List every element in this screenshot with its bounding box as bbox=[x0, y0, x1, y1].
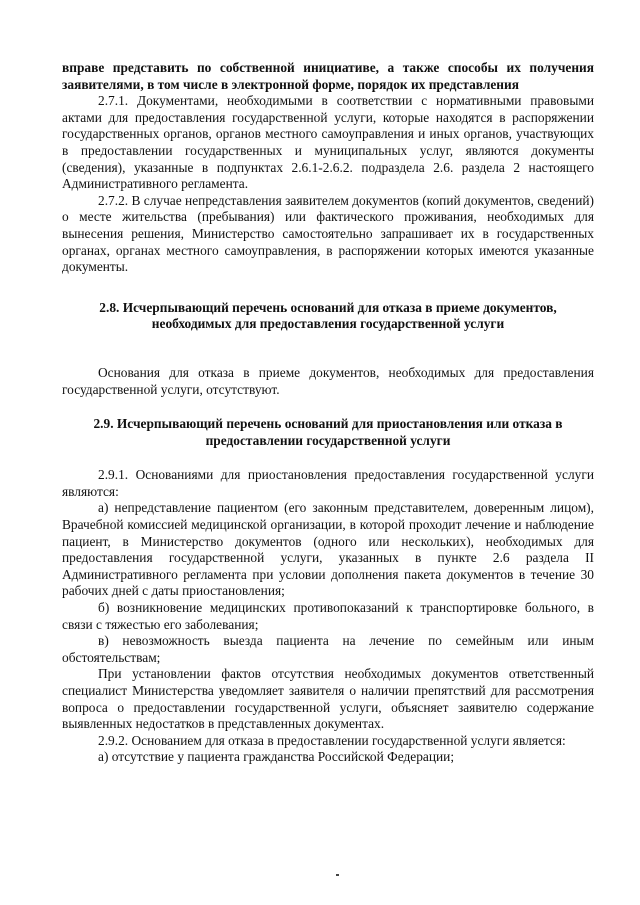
list-item-b: б) возникновение медицинских противопоказаний к транспортировке больного, в связи с тяжестью его заболевания; bbox=[62, 600, 594, 632]
list-item-a: а) непредставление пациентом (его законным представителем, доверенным лицом), Врачебной комиссией медицинской организации, в которой проходит лечение и наблюдение пациент, в Министерство документов (одного или нескольких), необходимых для предоставления государственной услуги, указанных в пункте 2.6 раздела II Административного регламента при условии дополнения пакета документов в течение 30 рабочих дней с даты приостановления; bbox=[62, 500, 594, 599]
scan-artifact-dot bbox=[336, 874, 339, 876]
paragraph-2-7-1: 2.7.1. Документами, необходимыми в соответствии с нормативными правовыми актами для предоставления государственной услуги, которые находятся в распоряжении государственных органов, органов местного самоуправления и иных органов, участвующих в предоставлении государственных и муниципальных услуг, являются документы (сведения), указанные в подпунктах 2.6.1-2.6.2. подраздела 2.6. раздела 2 настоящего Административного регламента. bbox=[62, 93, 594, 192]
paragraph-2-8: Основания для отказа в приеме документов, необходимых для предоставления государственной услуги, отсутствуют. bbox=[62, 364, 594, 397]
paragraph-2-7-2: 2.7.2. В случае непредставления заявителем документов (копий документов, сведений) о месте жительства (пребывания) или фактического проживания, необходимых для вынесения решения, Министерство самостоятельно запрашивает их в государственных органах, органах местного самоуправления, в распоряжении которых имеются указанные документы. bbox=[62, 192, 595, 275]
section-heading-2-8: 2.8. Исчерпывающий перечень оснований для отказа в приеме документов, необходимых для предоставления государственной услуги bbox=[99, 299, 557, 332]
intro-heading: вправе представить по собственной инициативе, а также способы их получения заявителями, в том числе в электронной форме, порядок их представления bbox=[62, 60, 594, 92]
list-item-a-refusal: а) отсутствие у пациента гражданства Российской Федерации; bbox=[98, 749, 455, 765]
paragraph-2-9-1: 2.9.1. Основаниями для приостановления предоставления государственной услуги являются: bbox=[62, 467, 594, 499]
list-item-v: в) невозможность выезда пациента на лечение по семейным или иным обстоятельствам; bbox=[62, 633, 594, 665]
paragraph-notification: При установлении фактов отсутствия необходимых документов ответственный специалист Министерства уведомляет заявителя о наличии препятствий для рассмотрения вопроса о предоставлении государственной услуги, объясняет заявителю содержание выявленных недостатков в представленных документах. bbox=[62, 666, 594, 732]
paragraph-2-9-2: 2.9.2. Основанием для отказа в предоставлении государственной услуги является: bbox=[98, 732, 566, 748]
section-heading-2-9: 2.9. Исчерпывающий перечень оснований для приостановления или отказа в предоставлении государственной услуги bbox=[93, 416, 563, 448]
document-page bbox=[62, 60, 594, 766]
